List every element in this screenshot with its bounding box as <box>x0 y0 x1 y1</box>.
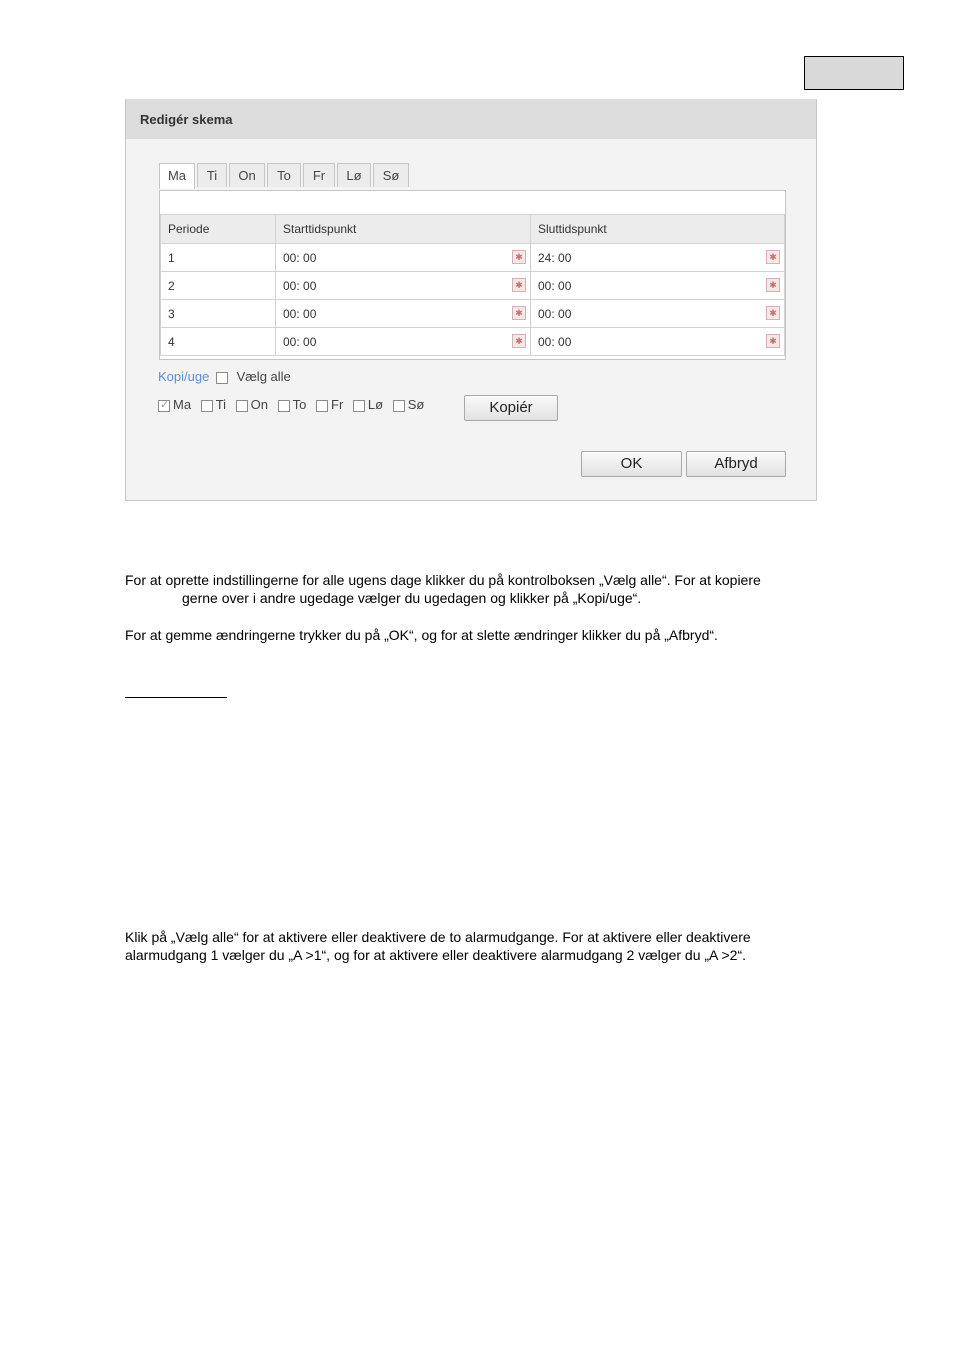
period-cell: 1 <box>161 244 276 272</box>
select-all-checkbox[interactable] <box>216 372 228 384</box>
end-time-field[interactable] <box>531 300 785 328</box>
paragraph-line: Klik på „Vælg alle“ for at aktivere eller deaktivere de to alarmudgange. For at aktivere eller deaktivere <box>125 929 751 945</box>
paragraph-line: gerne over i andre ugedage vælger du ugedagen og klikker på „Kopi/uge“. <box>182 590 642 606</box>
day-label-to: To <box>292 397 307 412</box>
end-time-field[interactable] <box>531 244 785 272</box>
day-label-lo: Lø <box>367 397 384 412</box>
end-time-field[interactable] <box>531 328 785 356</box>
day-label-fr: Fr <box>331 397 344 412</box>
paragraph-line: alarmudgang 1 vælger du „A >1“, og for at aktivere eller deaktivere alarmudgang 2 vælger du „A >2“. <box>125 947 747 963</box>
paragraph-save: For at gemme ændringerne trykker du på „OK“, og for at slette ændringer klikker du på „Afbryd“. <box>125 627 718 643</box>
day-checkbox-fr[interactable] <box>316 400 328 412</box>
start-time-field[interactable] <box>276 244 531 272</box>
section-underline <box>125 697 227 698</box>
dialog-header <box>126 99 816 139</box>
end-time-value: 00: 00 <box>538 278 572 293</box>
header-start: Starttidspunkt <box>276 215 531 244</box>
table-row <box>161 300 785 328</box>
end-time-value: 24: 00 <box>538 250 572 265</box>
cancel-button[interactable]: Afbryd <box>686 451 786 477</box>
header-period: Periode <box>161 215 276 244</box>
copy-week-link[interactable]: Kopi/uge <box>158 369 210 384</box>
period-cell: 3 <box>161 300 276 328</box>
paragraph-select-all <box>125 571 761 607</box>
time-picker-icon[interactable]: ✱ <box>766 306 780 320</box>
start-time-value: 00: 00 <box>283 306 317 321</box>
day-checkbox-to[interactable] <box>278 400 290 412</box>
page-marker-box <box>804 56 904 90</box>
header-end: Sluttidspunkt <box>531 215 785 244</box>
tab-fr[interactable]: Fr <box>303 163 335 187</box>
tab-ti[interactable]: Ti <box>197 163 227 187</box>
tab-to[interactable]: To <box>267 163 301 187</box>
time-picker-icon[interactable]: ✱ <box>512 278 526 292</box>
end-time-field[interactable] <box>531 272 785 300</box>
start-time-field[interactable] <box>276 300 531 328</box>
start-time-field[interactable] <box>276 328 531 356</box>
copy-week-row <box>158 369 291 384</box>
paragraph-alarm-outputs <box>125 928 751 964</box>
time-picker-icon[interactable]: ✱ <box>766 334 780 348</box>
day-checkbox-lo[interactable] <box>353 400 365 412</box>
day-label-so: Sø <box>407 397 425 412</box>
day-label-ma: Ma <box>173 397 192 412</box>
day-label-ti: Ti <box>215 397 227 412</box>
table-row <box>161 328 785 356</box>
start-time-field[interactable] <box>276 272 531 300</box>
table-row <box>161 244 785 272</box>
time-picker-icon[interactable]: ✱ <box>512 334 526 348</box>
select-all-label: Vælg alle <box>236 369 291 384</box>
dialog-body <box>126 139 816 500</box>
tab-lo[interactable]: Lø <box>337 163 371 187</box>
schedule-panel <box>159 190 786 360</box>
day-checkbox-ma[interactable] <box>158 400 170 412</box>
tab-so[interactable]: Sø <box>373 163 409 187</box>
ok-button[interactable]: OK <box>581 451 682 477</box>
time-picker-icon[interactable]: ✱ <box>766 250 780 264</box>
table-row <box>161 272 785 300</box>
start-time-value: 00: 00 <box>283 250 317 265</box>
copy-days-row <box>158 397 430 412</box>
copy-button[interactable]: Kopiér <box>464 395 558 421</box>
end-time-value: 00: 00 <box>538 334 572 349</box>
day-checkbox-on[interactable] <box>236 400 248 412</box>
start-time-value: 00: 00 <box>283 334 317 349</box>
tab-on[interactable]: On <box>229 163 265 187</box>
paragraph-line: For at oprette indstillingerne for alle ugens dage klikker du på kontrolboksen „Vælg alle“. For at kopiere <box>125 572 761 588</box>
time-picker-icon[interactable]: ✱ <box>512 250 526 264</box>
end-time-value: 00: 00 <box>538 306 572 321</box>
day-checkbox-so[interactable] <box>393 400 405 412</box>
tab-ma[interactable]: Ma <box>159 163 195 189</box>
time-picker-icon[interactable]: ✱ <box>512 306 526 320</box>
day-checkbox-ti[interactable] <box>201 400 213 412</box>
day-label-on: On <box>250 397 269 412</box>
time-picker-icon[interactable]: ✱ <box>766 278 780 292</box>
dialog-title: Redigér skema <box>140 112 233 127</box>
edit-schedule-dialog <box>125 99 817 501</box>
period-cell: 4 <box>161 328 276 356</box>
start-time-value: 00: 00 <box>283 278 317 293</box>
schedule-table <box>160 214 785 356</box>
period-cell: 2 <box>161 272 276 300</box>
